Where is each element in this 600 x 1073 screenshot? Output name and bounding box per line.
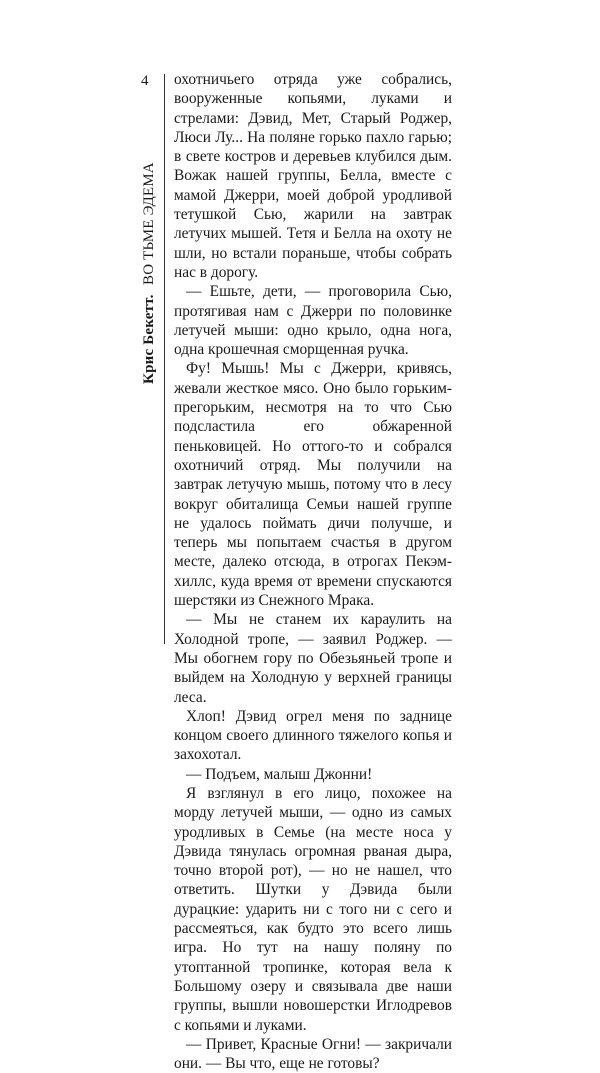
paragraph: — Подъем, малыш Джонни! xyxy=(186,765,373,783)
paragraph: — Мы не станем их караулить на Холодной тропе, — заявил Роджер. — Мы обогнем гору по Обезьяньей тропе и выйдем на Холодную у верхней границы леса. xyxy=(174,611,452,706)
running-head-title: ВО ТЬМЕ ЭДЕМА xyxy=(141,161,157,285)
paragraph: Хлоп! Дэвид огрел меня по заднице концом своего длинного тяжелого копья и захохотал. xyxy=(174,707,452,764)
running-head-author: Крис Бекетт. xyxy=(141,294,157,384)
page-number: 4 xyxy=(141,73,149,89)
paragraph: — Привет, Красные Огни! — закричали они. — Вы что, еще не готовы? xyxy=(174,1035,452,1073)
body-text xyxy=(174,70,452,1073)
paragraph: охотничьего отряда уже собрались, вооруженные копьями, луками и стрелами: Дэвид, Мет, Старый Роджер, Люси Лу... На поляне горько пахло гарью; в свете костров и деревьев клубился дым. Вожак нашей группы, Белла, вместе с мамой Джерри, моей доброй уродливой тетушкой Сью, жарили на завтрак летучих мышей. Тетя и Белла на охоту не шли, но встали пораньше, чтобы собрать нас в дорогу. xyxy=(174,71,452,281)
paragraph: Я взглянул в его лицо, похожее на морду летучей мыши, — одно из самых уродливых в Семье (на месте носа у Дэвида тянулась огромная рваная дыра, точно второй рот), — но не нашел, что ответить. Шутки у Дэвида были дурацкие: ударить ни с того ни с сего и рассмеяться, как будто это всего лишь игра. Но тут на нашу поляну по утоптанной тропинке, которая вела к Большому озеру и связывала две наши группы, вышли новошерстки Иглодревов с копьями и луками. xyxy=(174,784,452,1034)
running-head xyxy=(141,94,159,384)
paragraph: Фу! Мышь! Мы с Джерри, кривясь, жевали жесткое мясо. Оно было горьким-прегорьким, несмотря на то что Сью подсластила его обжаренной пеньковицей. Но оттого-то и собрался охотничий отряд. Мы получили на завтрак летучую мышь, потому что в лесу вокруг обиталища Семьи нашей группе не удалось поймать дичи получше, и теперь мы попытаем счастья в другом месте, далеко отсюда, в отрогах Пекэм-хиллс, куда время от времени спускаются шерстяки из Снежного Мрака. xyxy=(174,360,452,610)
paragraph: — Ешьте, дети, — проговорила Сью, протягивая нам с Джерри по половинке летучей мыши: одно крыло, одна нога, одна крошечная сморщенная ручка. xyxy=(174,283,452,359)
margin-rule xyxy=(164,74,165,644)
